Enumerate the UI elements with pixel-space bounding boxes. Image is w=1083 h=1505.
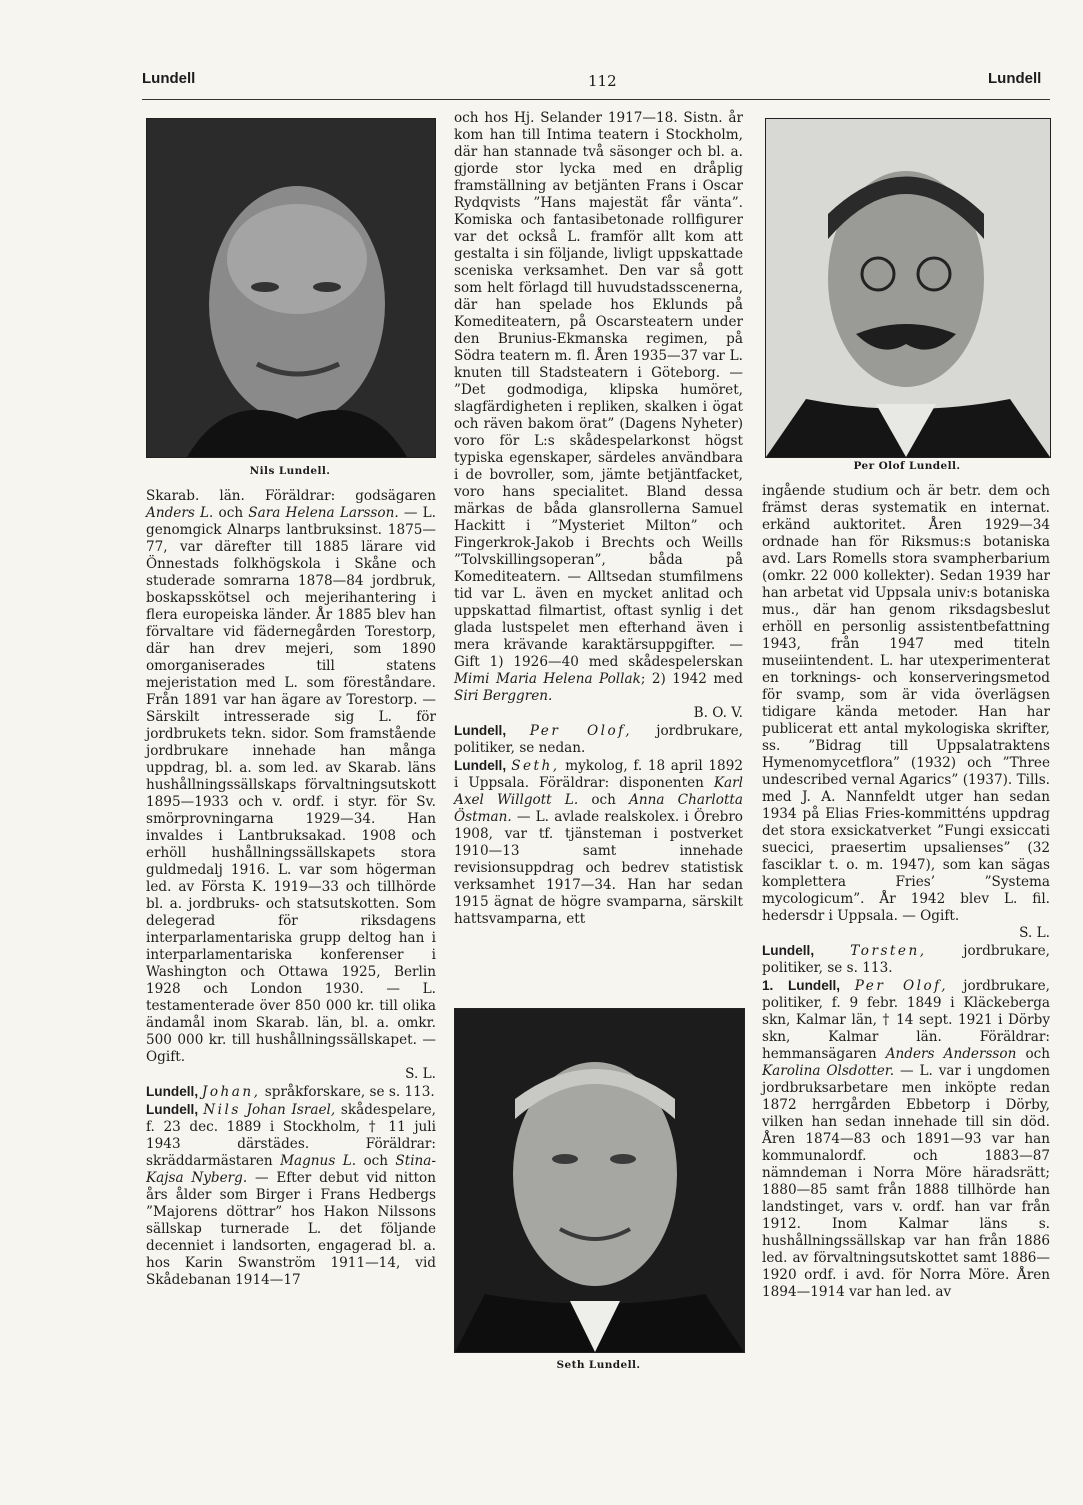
emphasized-text: Karl Axel Willgott L. [454,775,743,808]
text-run: mykolog, f. 18 april 1892 i Uppsala. Föräldrar: disponenten [454,758,743,791]
text-run: ingående studium och är betr. dem och främst deras systematik en internat. erkänd auktoritet. Åren 1929—34 ordnade han för Riksmus:s botaniska avd. Lars Romells stora svampherbarium (omkr. 22 000 kollekter). Sedan 1939 har han arbetat vid Uppsala univ:s botaniska mus., där han genom riksdagsbeslut erhöll en personlig assistentbefattning 1943, från 1947 med titeln museiintendent. L. har utexperimenterat en torknings- och konserveringsmetod för svamp, som är vida överlägsen tidigare kända metoder. Han har publicerat ett antal mykologiska skrifter, ss. ”Bidrag till Uppsalatraktens Hymenomycetflora” (1932) och ”Three undescribed vernal Agarics” (1937). Tills. med J. A. Nannfeldt utger han sedan 1934 på Elias Fries-kommitténs uppdrag det stora exsickatverket ”Fungi exsiccati suecici, praesertim upsalienses” (32 fasciklar t. o. m. 1947), som kan sägas komplettera Fries’ ”Systema mycologicum”. År 1942 blev L. fil. hedersdr i Uppsala. — Ogift. [762,483,1050,924]
entry-lundell-per-olof [762,977,1050,1301]
signature: S. L. [405,1066,436,1082]
page-number: 112 [588,72,617,90]
signature: S. L. [1019,925,1050,941]
header-rule [142,99,1050,100]
paragraph [146,488,436,1066]
emphasized-text: Torsten, [850,943,927,959]
emphasized-text: Nils [203,1102,241,1118]
running-head-left: Lundell [142,70,196,87]
text-run: — L. var i ungdomen jordbruksarbetare men inköpte redan 1872 herrgården Ebbetorp i Dörby, vilken han sedan innehade till sin död. Åren 1874—83 och 1891—93 var han kommunalordf. och 1883—87 nämndeman i Norra Möre häradsrätt; 1880—85 samt från 1888 tillhörde han landstinget, vars v. ordf. han var från 1912. Inom Kalmar läns s. hushållningssällskap var han från 1886 led. av förvaltningsutskottet samt 1886—1920 ordf. i avd. för Norra Möre. Åren 1894—1914 var han led. av [762,1063,1050,1300]
emphasized-text: Per Olof, [854,978,949,994]
text-run: skådespelare, f. 23 dec. 1889 i Stockholm, † 11 juli 1943 därstädes. Föräldrar: skräddarmästaren [146,1102,436,1169]
emphasized-text: Stina-Kajsa Nyberg. [146,1153,436,1186]
text-run: jordbrukare, politiker, se s. 113. [762,943,1050,976]
text-run: — Efter debut vid nitton års ålder som Birger i Frans Hedbergs ”Majorens döttrar” hos Hakon Nilssons sällskap turnerade L. det följande decenniet i landsorten, engagerad bl. a. hos Karin Swanström 1911—14, vid Skådebanan 1914—17 [146,1170,437,1288]
paragraph [762,483,1050,925]
emphasized-text: Johan, [201,1084,261,1100]
entry-headword: 1. Lundell, [762,978,855,993]
emphasized-text: Anna Charlotta Östman. [454,792,743,825]
entry-lundell-nils [146,1101,436,1289]
text-run: jordbrukare, politiker, f. 9 febr. 1849 i Kläckeberga skn, Kalmar län, † 14 sept. 1921 i Dörby skn, Kalmar län. Föräldrar: hemmansägaren [762,978,1050,1062]
text-run: — L. avlade realskolex. i Örebro 1908, var tf. tjänsteman i postverket 1910—13 samt innehade revisionsuppdrag och bedrev statistisk verksamhet 1917—34. Han har sedan 1915 ägnat de högre svamparna, särskilt hattsvamparna, ett [454,809,743,927]
emphasized-text: Per Olof, [529,723,633,739]
emphasized-text: Anders Andersson [885,1046,1017,1062]
column-3 [762,483,1050,1301]
caption-nils: Nils Lundell. [249,465,331,477]
text-run: och [1016,1046,1050,1062]
text-run: och [356,1153,396,1169]
emphasized-text: Sara Helena Larsson. [248,505,399,521]
paragraph [454,110,743,705]
emphasized-text: Seth, [511,758,560,774]
entry-lundell-per-olof-ref [454,722,743,757]
portrait-nils-lundell [146,118,436,458]
emphasized-text: Karolina Olsdotter. [762,1063,895,1079]
portrait-per-olof-lundell [765,118,1051,458]
emphasized-text: Mimi Maria Helena Pollak [454,671,641,687]
caption-seth: Seth Lundell. [556,1359,641,1371]
emphasized-text: Siri Berggren. [454,688,553,704]
entry-headword: Lundell, [146,1102,204,1117]
text-run: ; 2) 1942 med [640,671,743,687]
emphasized-text: Johan Israel, [240,1102,336,1118]
signature: B. O. V. [693,705,743,721]
emphasized-text: Magnus L. [280,1153,357,1169]
text-run: jordbrukare, politiker, se nedan. [454,723,743,756]
text-run: och hos Hj. Selander 1917—18. Sistn. år kom han till Intima teatern i Stockholm, där han stannade två säsonger och bl. a. gjorde stor lycka med en dråplig framställning av betjänten Frans i Oscar Rydqvists ”Hans majestät får vänta”. Komiska och fantasibetonade rollfigurer var det också L. framför allt kom att gestalta i sin följande, livligt uppskattade sceniska verksamhet. Den var så gott som helt förlagd till huvudstadsscenerna, där han spelade hos Eklunds på Komediteatern, på Oscarsteatern under den Brunius-Ekmanska regimen, på Södra teatern m. fl. Åren 1935—37 var L. knuten till Stadsteatern i Göteborg. — ”Det godmodiga, klipska humöret, slagfärdigheten i repliken, skalken i ögat och räven bakom örat” (Dagens Nyheter) voro för L:s skådespelarkonst högst typiska egenskaper, särdeles användbara i de bovroller, som, jämte betjäntfacket, voro hans specialitet. Bland dessa märkas de båda glansrollerna Samuel Hackitt i ”Mysteriet Milton” och Fingerkrok-Jakob i Brechts och Weills ”Tolvskillingsoperan”, båda på Komediteatern. — Alltsedan stumfilmens tid var L. även en mycket anlitad och uppskattad filmartist, oftast synlig i det glada lustspelet men efterhand även i mera krävande karaktärsuppgifter. — Gift 1) 1926—40 med skådespelerskan [454,110,743,670]
text-run: och [213,505,249,521]
text-run: — L. genomgick Alnarps lantbruksinst. 1875—77, var därefter till 1885 lärare vid Önnestads folkhögskola i Skåne och studerade somrarna 1878—84 jordbruk, boskapsskötsel och mejerihantering i flera europeiska länder. År 1885 blev han förvaltare vid fädernegården Torestorp, där han drev mejeri, som 1890 omorganiserades till statens mejeristation med L. som föreståndare. Från 1891 var han ägare av Torestorp. — Särskilt intresserade sig L. för jordbrukets tekn. sidor. Som framstående jordbrukare innehade han många uppdrag, bl. a. som led. av Skarab. läns hushållningssällskaps förvaltningsutskott 1895—1933 och v. ordf. i styr. för Sv. smörprovningarna 1929—34. Han invaldes i Lantbruksakad. 1908 och erhöll hushållningssällskapets stora guldmedalj 1916. L. var som högerman led. av Första K. 1919—33 och tillhörde bl. a. jordbruks- och statsutskotten. Som delegerad för riksdagens interparlamentariska grupp deltog han i interparlamentariska konferenser i Washington och Ottawa 1925, Berlin 1928 och London 1930. — L. testamenterade över 850 000 kr. till olika ändamål inom Skarab. län, bl. a. omkr. 500 000 kr. till hushållningssällskapet. — Ogift. [146,505,437,1065]
caption-per-olof: Per Olof Lundell. [853,460,961,472]
entry-headword: Lundell, [146,1084,202,1099]
text-run: språkforskare, se s. 113. [260,1084,435,1100]
text-run: Skarab. län. Föräldrar: godsägaren [146,488,436,504]
entry-lundell-seth [454,757,743,928]
entry-headword: Lundell, [454,723,530,738]
portrait-seth-lundell [454,1008,745,1353]
emphasized-text: Anders L. [146,505,214,521]
running-head-right: Lundell [988,70,1042,87]
text-run: och [578,792,630,808]
entry-lundell-johan [146,1083,436,1101]
column-2 [454,110,743,928]
entry-headword: Lundell, [454,758,512,773]
entry-lundell-torsten [762,942,1050,977]
entry-headword: Lundell, [762,943,851,958]
column-1 [146,488,436,1289]
